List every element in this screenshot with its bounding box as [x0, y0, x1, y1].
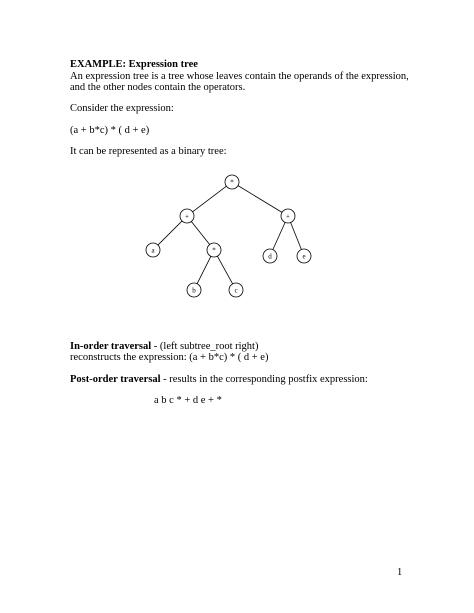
tree-edge-root-plus_left [193, 186, 227, 212]
tree-node-label: + [185, 212, 189, 221]
tree-node-label: * [230, 178, 234, 187]
page-number: 1 [397, 567, 403, 578]
inorder-title: In-order traversal [70, 341, 152, 352]
tree-node-c [229, 283, 243, 297]
tree-edge-mult-b [197, 256, 211, 283]
tree-edge-plus_right-e [291, 222, 302, 249]
intro-line-2: and the other nodes contain the operators. [70, 82, 246, 93]
tree-node-label: a [151, 246, 155, 255]
tree-node-b [187, 283, 201, 297]
postorder-desc: - results in the corresponding postfix expression: [160, 374, 368, 385]
tree-node-plus_right [281, 209, 295, 223]
tree-node-a [146, 243, 160, 257]
tree-node-label: d [268, 252, 272, 261]
tree-node-label: * [212, 246, 216, 255]
tree-edge-plus_left-mult [191, 221, 209, 244]
tree-node-label: e [302, 252, 306, 261]
tree-node-label: b [192, 286, 196, 295]
tree-node-label: c [234, 286, 238, 295]
inorder-desc: - (left subtree_root right) [151, 341, 259, 352]
tree-node-label: + [286, 212, 290, 221]
tree-edge-plus_left-a [158, 221, 182, 245]
expression-text: (a + b*c) * ( d + e) [70, 125, 150, 136]
tree-node-root [225, 175, 239, 189]
tree-edge-mult-c [217, 256, 232, 284]
tree-node-plus_left [180, 209, 194, 223]
postorder-title: Post-order traversal [70, 374, 161, 385]
tree-node-d [263, 249, 277, 263]
tree-node-e [297, 249, 311, 263]
consider-text: Consider the expression: [70, 103, 174, 114]
represented-text: It can be represented as a binary tree: [70, 146, 227, 157]
tree-node-mult [207, 243, 221, 257]
tree-edge-root-plus_right [238, 186, 282, 213]
tree-edge-plus_right-d [273, 222, 285, 249]
intro-line-1: An expression tree is a tree whose leaves contain the operands of the expression, [70, 71, 409, 82]
postfix-expression: a b c * + d e + * [154, 395, 222, 406]
inorder-line-2: reconstructs the expression: (a + b*c) * ( d + e) [70, 352, 269, 363]
postorder-line [70, 374, 368, 386]
heading: EXAMPLE: Expression tree [70, 59, 198, 70]
